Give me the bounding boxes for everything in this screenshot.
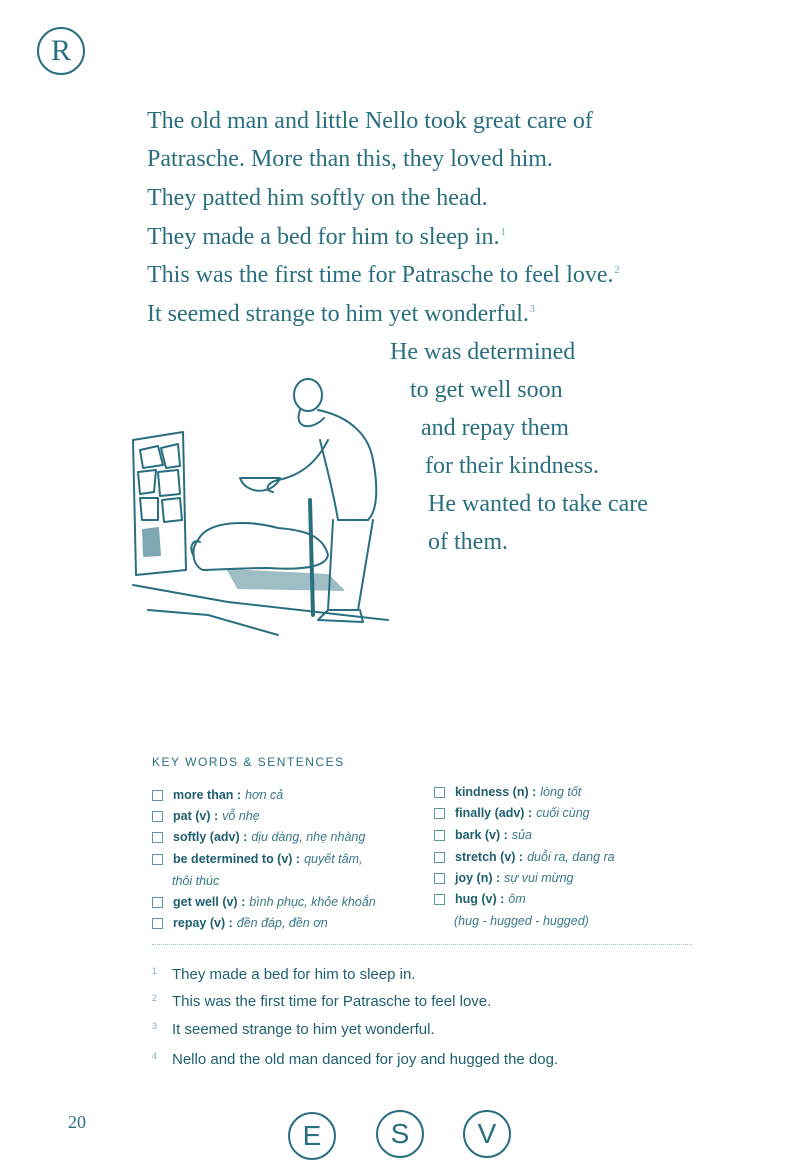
story-line: He was determined: [390, 339, 576, 365]
e-badge-icon: E: [288, 1112, 336, 1160]
key-word-item: be determined to (v) : quyết tâm,: [152, 852, 362, 866]
story-line: Patrasche. More than this, they loved him.: [147, 146, 553, 172]
checkbox[interactable]: [152, 790, 163, 801]
story-line: of them.: [428, 529, 508, 555]
checkbox[interactable]: [152, 897, 163, 908]
key-word-continuation: (hug - hugged - hugged): [454, 914, 589, 928]
key-word-item: stretch (v) : duỗi ra, dang ra: [434, 850, 615, 864]
story-line: It seemed strange to him yet wonderful.$^3$: [147, 301, 535, 327]
story-line: They patted him softly on the head.: [147, 185, 488, 211]
s-badge-icon: S: [376, 1110, 424, 1158]
key-word-item: repay (v) : đền đáp, đền ơn: [152, 916, 328, 930]
checkbox[interactable]: [434, 873, 445, 884]
story-line: and repay them: [421, 415, 569, 441]
checkbox[interactable]: [434, 852, 445, 863]
key-word-item: more than : hơn cả: [152, 788, 283, 802]
key-word-item: hug (v) : ôm: [434, 892, 526, 906]
story-line: to get well soon: [410, 377, 563, 403]
story-line: This was the first time for Patrasche to feel love.$^2$: [147, 262, 620, 288]
footnote: 2 This was the first time for Patrasche to feel love.: [152, 993, 492, 1010]
key-word-continuation: thôi thúc: [172, 874, 220, 888]
page-number: 20: [68, 1112, 86, 1132]
checkbox[interactable]: [434, 808, 445, 819]
key-word-item: joy (n) : sự vui mừng: [434, 871, 573, 885]
key-words-title: KEY WORDS & SENTENCES: [152, 755, 345, 769]
footnote-ref: 2: [614, 265, 620, 276]
checkbox[interactable]: [152, 811, 163, 822]
footnote: 1 They made a bed for him to sleep in.: [152, 966, 416, 983]
key-word-item: kindness (n) : lòng tốt: [434, 785, 581, 799]
checkbox[interactable]: [434, 894, 445, 905]
footnote: 4 Nello and the old man danced for joy and hugged the dog.: [152, 1051, 559, 1068]
checkbox[interactable]: [152, 918, 163, 929]
key-word-item: get well (v) : bình phục, khỏe khoắn: [152, 895, 376, 909]
key-word-item: pat (v) : vỗ nhẹ: [152, 809, 260, 823]
reading-badge-icon: R: [37, 27, 85, 75]
checkbox[interactable]: [152, 832, 163, 843]
story-line: for their kindness.: [425, 453, 599, 479]
footnote-ref: 1: [500, 227, 506, 238]
checkbox[interactable]: [434, 787, 445, 798]
checkbox[interactable]: [434, 830, 445, 841]
footnote: 3 It seemed strange to him yet wonderful.: [152, 1021, 435, 1038]
checkbox[interactable]: [152, 854, 163, 865]
key-word-item: softly (adv) : dịu dàng, nhẹ nhàng: [152, 830, 365, 844]
story-line: They made a bed for him to sleep in.$^1$: [147, 224, 506, 250]
v-badge-icon: V: [463, 1110, 511, 1158]
key-word-item: finally (adv) : cuối cùng: [434, 806, 590, 820]
key-word-item: bark (v) : sủa: [434, 828, 532, 842]
old-man-feeding-dog-illustration: [128, 370, 393, 645]
divider: [152, 944, 692, 945]
footnote-ref: 3: [529, 304, 535, 315]
story-line: The old man and little Nello took great care of: [147, 108, 593, 134]
story-line: He wanted to take care: [428, 491, 648, 517]
